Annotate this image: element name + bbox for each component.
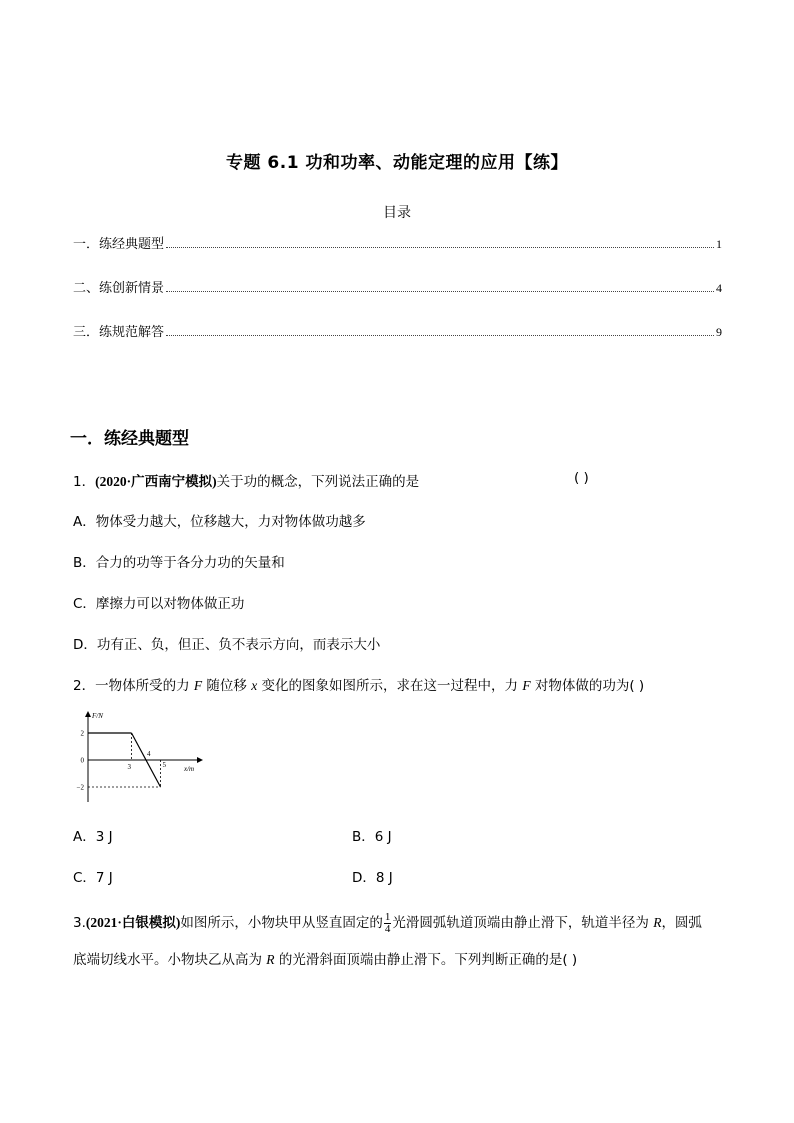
var-x: x [251, 678, 258, 693]
x-tick-label: 5 [162, 761, 166, 769]
x-axis-label: x/m [184, 765, 195, 773]
option-d: D．功有正、负，但正、负不表示方向，而表示大小 [73, 637, 381, 653]
option-c: C．摩擦力可以对物体做正功 [73, 596, 245, 612]
option-a: A．物体受力越大，位移越大，力对物体做功越多 [73, 514, 366, 530]
question-text: 如图所示，小物块甲从竖直固定的 [180, 915, 383, 931]
question-number: 2． [73, 678, 96, 694]
question-source: (2020·广西南宁模拟) [95, 474, 217, 489]
option-b: B．合力的功等于各分力功的矢量和 [73, 555, 285, 571]
toc-entry-page: 1 [716, 237, 722, 251]
question-text: ，圆弧 [661, 915, 702, 931]
question-text: 随位移 [202, 678, 252, 694]
question-text: 变化的图象如图所示，求在这一过程中，力 [257, 678, 523, 694]
page-title: 专题 6.1 功和功率、动能定理的应用【练】 [226, 153, 568, 173]
var-f: F [193, 678, 203, 693]
question-text: 关于功的概念，下列说法正确的是 [216, 474, 420, 490]
toc-dot-leader [166, 247, 714, 248]
toc-entry-label: 三．练规范解答 [73, 325, 165, 340]
y-tick-label: 2 [80, 729, 84, 738]
var-f: F [522, 678, 531, 693]
option-c: C．7 J [73, 870, 113, 886]
y-tick-label: −2 [76, 783, 84, 792]
force-displacement-chart [70, 708, 210, 804]
question-source: (2021·白银模拟) [85, 915, 181, 930]
fraction-denominator: 4 [384, 922, 391, 935]
option-b: B．6 J [352, 829, 392, 845]
toc-entry-page: 4 [716, 281, 722, 295]
toc-heading: 目录 [383, 205, 411, 221]
toc-entry-page: 9 [716, 325, 722, 339]
question-3-stem [73, 911, 702, 935]
toc-entry-label: 一．练经典题型 [73, 237, 165, 252]
var-r: R [653, 915, 662, 930]
question-1-stem [73, 470, 419, 490]
toc-entry[interactable] [73, 233, 722, 252]
question-3-stem-line2 [73, 948, 577, 968]
toc-dot-leader [166, 291, 714, 292]
question-text: 一物体所受的力 [95, 678, 194, 694]
toc-entry-label: 二、练创新情景 [73, 281, 165, 296]
question-number: 3. [73, 915, 86, 931]
x-tick-label: 4 [147, 750, 151, 758]
question-text: 底端切线水平。小物块乙从高为 [73, 952, 267, 968]
question-text: 对物体做的功为( ) [530, 678, 645, 694]
x-tick-label: 3 [127, 763, 131, 771]
y-tick-label: 0 [80, 756, 84, 765]
y-axis-label: F/N [92, 712, 103, 720]
answer-blank: ( ) [574, 470, 589, 486]
fraction-one-quarter [384, 912, 392, 935]
question-number: 1． [73, 474, 96, 490]
fraction-numerator: 1 [384, 910, 391, 923]
question-text: 光滑圆弧轨道顶端由静止滑下，轨道半径为 [392, 915, 654, 931]
toc-entry[interactable] [73, 277, 722, 296]
toc-entry[interactable] [73, 321, 722, 340]
question-text: 的光滑斜面顶端由静止滑下。下列判断正确的是( ) [274, 952, 578, 968]
section-heading: 一．练经典题型 [70, 429, 189, 449]
question-2-stem [73, 674, 644, 694]
toc-dot-leader [166, 335, 714, 336]
var-r: R [266, 952, 275, 967]
option-a: A．3 J [73, 829, 113, 845]
option-d: D．8 J [352, 870, 393, 886]
